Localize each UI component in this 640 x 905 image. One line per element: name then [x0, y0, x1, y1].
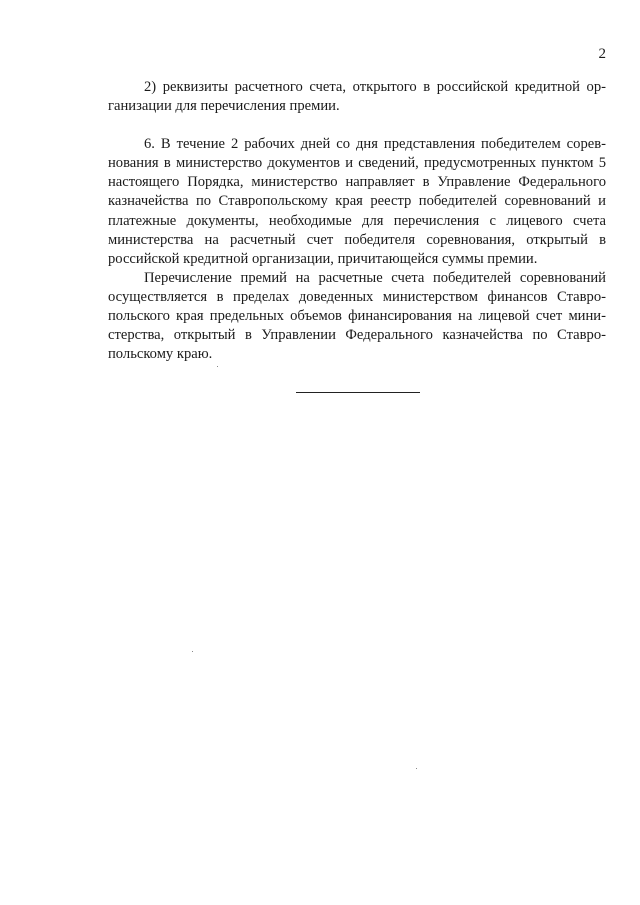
document-body: [108, 78, 606, 364]
scan-speck: [192, 651, 193, 652]
scan-speck: [416, 768, 417, 769]
closing-rule: [296, 392, 420, 393]
paragraph-premium-transfer: Перечисление премий на расчетные счета победителей соревнований осуществляется в пределах доведенных министерством финансов Ставропольского края предельных объемов финансирования на лицевой счет министерства, открытый в Управлении Федерального казначейства по Ставропольскому краю.: [108, 269, 606, 363]
paragraph-section-6: 6. В течение 2 рабочих дней со дня представления победителем соревнования в министерство документов и сведений, предусмотренных пунктом 5 настоящего Порядка, министерство направляет в Управление Федерального казначейства по Ставропольскому края реестр победителей соревнований и платежные документы, необходимые для перечисления с лицевого счета министерства на расчетный счет победителя соревнования, открытый в российской кредитной организации, причитающейся суммы премии.: [108, 136, 606, 267]
scan-speck: [217, 366, 218, 367]
paragraph-gap: [108, 116, 606, 135]
page-number: 2: [598, 46, 606, 62]
paragraph-requisites: 2) реквизиты расчетного счета, открытого в российской кредитной организации для перечисления премии.: [108, 79, 606, 115]
